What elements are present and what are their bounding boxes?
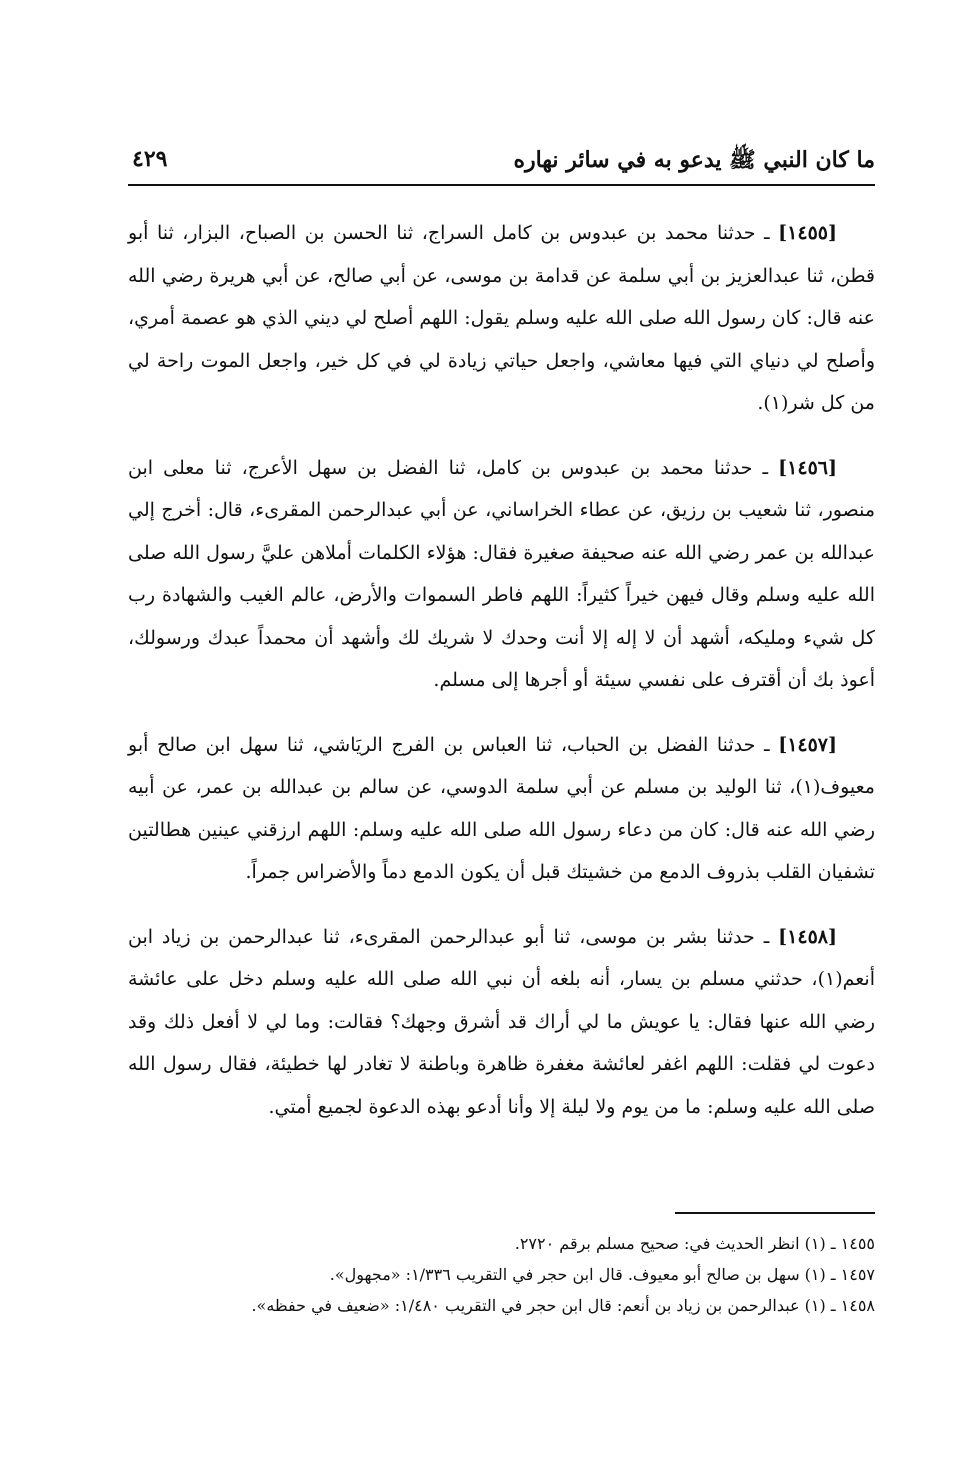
hadith-number: [١٤٥٥] (778, 222, 837, 244)
main-text (128, 212, 875, 1150)
page-header (128, 140, 875, 186)
footnote-separator (675, 1212, 875, 1214)
footnote-1457: ١٤٥٧ ـ (١) سهل بن صالح أبو معيوف. قال ابن حجر في التقريب ١/٣٣٦: «مجهول». (329, 1265, 875, 1284)
hadith-number: [١٤٥٧] (778, 733, 838, 756)
hadith-1455 (128, 212, 875, 425)
hadith-text: ـ حدثنا الفضل بن الحباب، ثنا العباس بن الفرج الريَاشي، ثنا سهل ابن صالح أبو معيوف(١)، ثنا الوليد بن مسلم عن أبي سلمة الدوسي، عن سالم بن عبدالله بن عمر، عن أبيه رضي الله عنه قال: كان من دعاء رسول الله صلى الله عليه وسلم: اللهم ارزقني عينين هطالتين تشفيان القلب بذروف الدمع من خشيتك قبل أن يكون الدمع دماً والأضراس جمراً. (128, 733, 875, 883)
hadith-1457 (128, 724, 875, 894)
hadith-number: [١٤٥٦] (778, 456, 837, 479)
hadith-text: ـ حدثنا محمد بن عبدوس بن كامل، ثنا الفضل بن سهل الأعرج، ثنا معلى ابن منصور، ثنا شعيب بن رزيق، عن عطاء الخراساني، عن أبي عبدالرحمن المقرىء، قال: أخرج إلي عبدالله بن عمر رضي الله عنه صحيفة صغيرة فقال: هؤلاء الكلمات أملاهن عليَّ رسول الله صلى الله عليه وسلم وقال فيهن خيراً كثيراً: اللهم فاطر السموات والأرض، عالم الغيب والشهادة رب كل شيء ومليكه، أشهد أن لا إله إلا أنت وحدك لا شريك لك وأشهد أن محمداً عبدك ورسولك، أعوذ بك أن أقترف على نفسي سيئة أو أجرها إلى مسلم. (128, 456, 875, 691)
hadith-1456 (128, 447, 875, 702)
hadith-1458 (128, 916, 875, 1129)
footnote-1458: ١٤٥٨ ـ (١) عبدالرحمن بن زياد بن أنعم: قال ابن حجر في التقريب ١/٤٨٠: «ضعيف في حفظه». (251, 1296, 875, 1315)
page-number: ٤٢٩ (132, 146, 168, 172)
chapter-running-title: ما كان النبي ﷺ يدعو به في سائر نهاره (513, 147, 875, 173)
footnote-1455: ١٤٥٥ ـ (١) انظر الحديث في: صحيح مسلم برقم ٢٧٢٠. (514, 1234, 875, 1253)
hadith-text: ـ حدثنا محمد بن عبدوس بن كامل السراج، ثنا الحسن بن الصباح، البزار، ثنا أبو قطن، ثنا عبدالعزيز بن أبي سلمة عن قدامة بن موسى، عن أبي صالح، عن أبي هريرة رضي الله عنه قال: كان رسول الله صلى الله عليه وسلم يقول: اللهم أصلح لي ديني الذي هو عصمة أمري، وأصلح لي دنياي التي فيها معاشي، واجعل حياتي زيادة لي في كل خير، واجعل الموت راحة لي من كل شر(١). (128, 222, 875, 414)
hadith-number: [١٤٥٨] (778, 925, 837, 948)
footnote-list (128, 1228, 875, 1321)
footnotes-section (128, 1212, 875, 1321)
hadith-text: ـ حدثنا بشر بن موسى، ثنا أبو عبدالرحمن المقرىء، ثنا عبدالرحمن بن زياد ابن أنعم(١)، حدثني مسلم بن يسار، أنه بلغه أن نبي الله صلى الله عليه وسلم دخل على عائشة رضي الله عنها فقال: يا عويش ما لي أراك قد أشرق وجهك؟ فقالت: وما لي لا أفعل ذلك وقد دعوت لي فقلت: اللهم اغفر لعائشة مغفرة ظاهرة وباطنة لا تغادر لها خطيئة، فقال رسول الله صلى الله عليه وسلم: ما من يوم ولا ليلة إلا وأنا أدعو بهذه الدعوة لجميع أمتي. (128, 925, 876, 1118)
